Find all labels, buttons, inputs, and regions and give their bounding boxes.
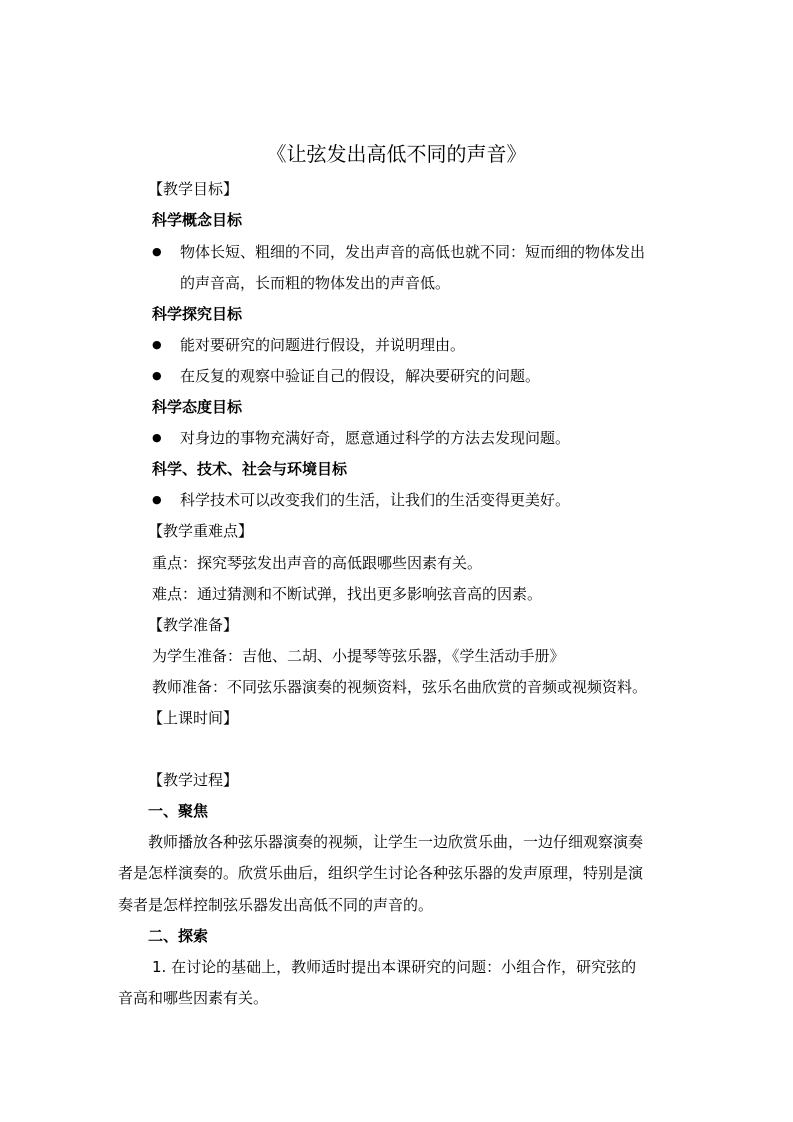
stse-item: 科学技术可以改变我们的生活，让我们的生活变得更美好。 bbox=[180, 491, 571, 509]
bullet-icon: ● bbox=[152, 431, 162, 444]
section-heading-preparation: 【教学准备】 bbox=[148, 616, 239, 634]
concept-bullet-line1: 物体长短、粗细的不同，发出声音的高低也就不同：短而细的物体发出 bbox=[180, 243, 646, 261]
key-point-difficulty: 难点：通过猜测和不断试弹，找出更多影响弦音高的因素。 bbox=[152, 585, 543, 603]
explore-paragraph-line1: 1. 在讨论的基础上，教师适时提出本课研究的问题：小组合作，研究弦的 bbox=[152, 958, 637, 976]
bullet-icon: ● bbox=[152, 338, 162, 351]
section-heading-class-time: 【上课时间】 bbox=[148, 709, 239, 727]
section-heading-objectives: 【教学目标】 bbox=[148, 180, 239, 198]
subheading-explore: 二、探索 bbox=[148, 927, 209, 945]
subheading-attitude: 科学态度目标 bbox=[152, 398, 243, 416]
bullet-icon: ● bbox=[152, 369, 162, 382]
explore-paragraph-line2: 音高和哪些因素有关。 bbox=[118, 989, 269, 1007]
key-point-focus: 重点：探究琴弦发出声音的高低跟哪些因素有关。 bbox=[152, 554, 483, 572]
subheading-focus: 一、聚焦 bbox=[148, 802, 209, 820]
bullet-icon: ● bbox=[152, 493, 162, 506]
preparation-teacher: 教师准备：不同弦乐器演奏的视频资料，弦乐名曲欣赏的音频或视频资料。 bbox=[152, 678, 648, 696]
section-heading-key-points: 【教学重难点】 bbox=[148, 522, 254, 540]
preparation-students: 为学生准备：吉他、二胡、小提琴等弦乐器，《学生活动手册》 bbox=[152, 647, 565, 665]
attitude-item: 对身边的事物充满好奇，愿意通过科学的方法去发现问题。 bbox=[180, 429, 571, 447]
inquiry-item-2: 在反复的观察中验证自己的假设，解决要研究的问题。 bbox=[180, 367, 541, 385]
bullet-icon: ● bbox=[152, 245, 162, 258]
focus-paragraph-line3: 奏者是怎样控制弦乐器发出高低不同的声音的。 bbox=[118, 896, 434, 914]
subheading-concept: 科学概念目标 bbox=[152, 211, 243, 229]
concept-bullet-line2: 的声音高，长而粗的物体发出的声音低。 bbox=[180, 274, 451, 292]
subheading-inquiry: 科学探究目标 bbox=[152, 305, 243, 323]
inquiry-item-1: 能对要研究的问题进行假设，并说明理由。 bbox=[180, 336, 466, 354]
document-title: 《让弦发出高低不同的声音》 bbox=[266, 142, 527, 166]
focus-paragraph-line2: 者是怎样演奏的。欣赏乐曲后，组织学生讨论各种弦乐器的发声原理，特别是演 bbox=[118, 864, 644, 882]
subheading-stse: 科学、技术、社会与环境目标 bbox=[152, 460, 348, 478]
focus-paragraph-line1: 教师播放各种弦乐器演奏的视频，让学生一边欣赏乐曲，一边仔细观察演奏 bbox=[148, 833, 644, 851]
section-heading-process: 【教学过程】 bbox=[148, 771, 239, 789]
